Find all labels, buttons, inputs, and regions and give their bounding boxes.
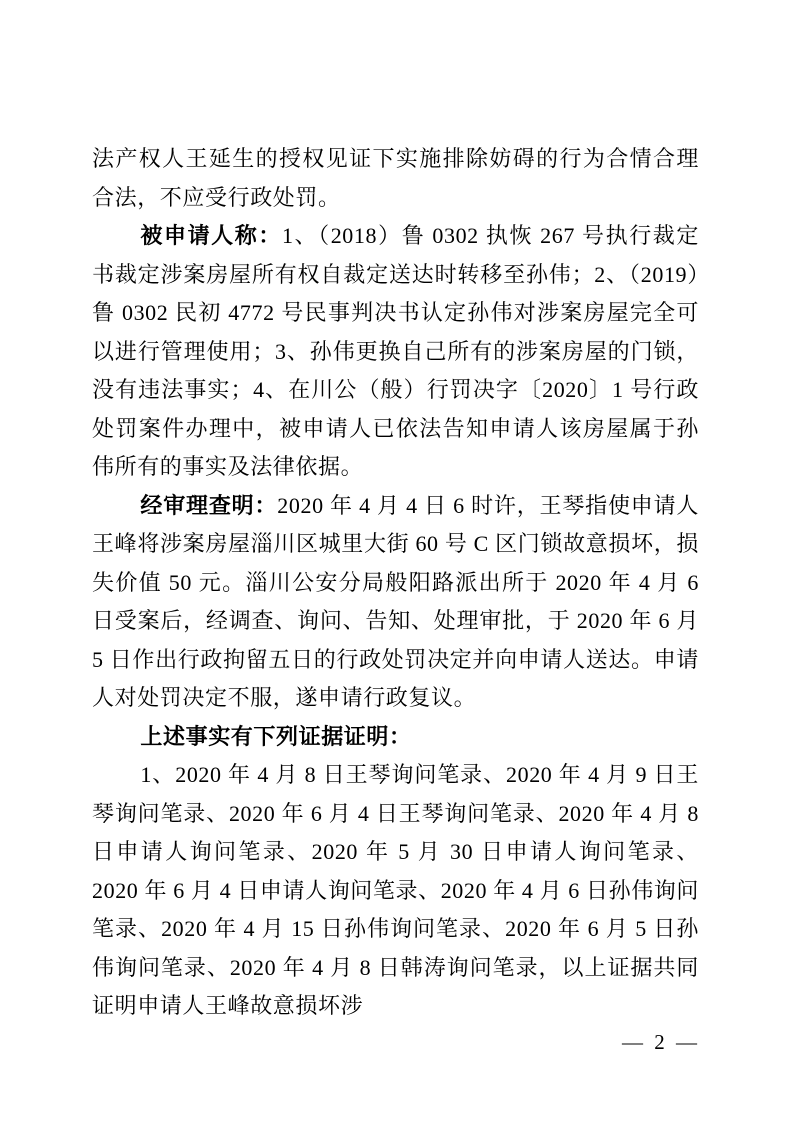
- paragraph-findings: [92, 487, 699, 718]
- document-body: [92, 140, 699, 1026]
- paragraph-evidence-items: [92, 756, 699, 1026]
- page-number: — 2 —: [622, 1030, 700, 1054]
- paragraph-text: 1、2020 年 4 月 8 日王琴询问笔录、2020 年 4 月 9 日王琴询问笔录、2020 年 6 月 4 日王琴询问笔录、2020 年 4 月 8 日申请人询问笔录、2020 年 5 月 30 日申请人询问笔录、2020 年 6 月 4 日申请人询问笔录、2020 年 4 月 6 日孙伟询问笔录、2020 年 4 月 15 日孙伟询问笔录、2020 年 6 月 5 日孙伟询问笔录、2020 年 4 月 8 日韩涛询问笔录，以上证据共同证明申请人王峰故意损坏涉: [92, 762, 700, 1018]
- paragraph-continuation: [92, 140, 699, 217]
- paragraph-text: 法产权人王延生的授权见证下实施排除妨碍的行为合情合理合法，不应受行政处罚。: [92, 146, 699, 210]
- paragraph-text: 1、（2018）鲁 0302 执恢 267 号执行裁定书裁定涉案房屋所有权自裁定送达时转移至孙伟；2、（2019）鲁 0302 民初 4772 号民事判决书认定孙伟对涉案房屋完全可以进行管理使用；3、孙伟更换自己所有的涉案房屋的门锁，没有违法事实；4、在川公（般）行罚决字〔2020〕1 号行政处罚案件办理中，被申请人已依法告知申请人该房屋属于孙伟所有的事实及法律依据。: [92, 223, 699, 479]
- paragraph-respondent-statement: [92, 217, 699, 487]
- heading-evidence-list: [92, 718, 699, 757]
- paragraph-text: 2020 年 4 月 4 日 6 时许，王琴指使申请人王峰将涉案房屋淄川区城里大街 60 号 C 区门锁故意损坏，损失价值 50 元。淄川公安分局般阳路派出所于 2020 年 4 月 6 日受案后，经调查、询问、告知、处理审批，于 2020 年 6 月 5 日作出行政拘留五日的行政处罚决定并向申请人送达。申请人对处罚决定不服，遂申请行政复议。: [92, 492, 699, 710]
- paragraph-lead-findings: 经审理查明：: [140, 492, 278, 518]
- paragraph-lead-respondent: 被申请人称：: [140, 223, 282, 248]
- paragraph-lead-evidence: 上述事实有下列证据证明：: [140, 723, 412, 749]
